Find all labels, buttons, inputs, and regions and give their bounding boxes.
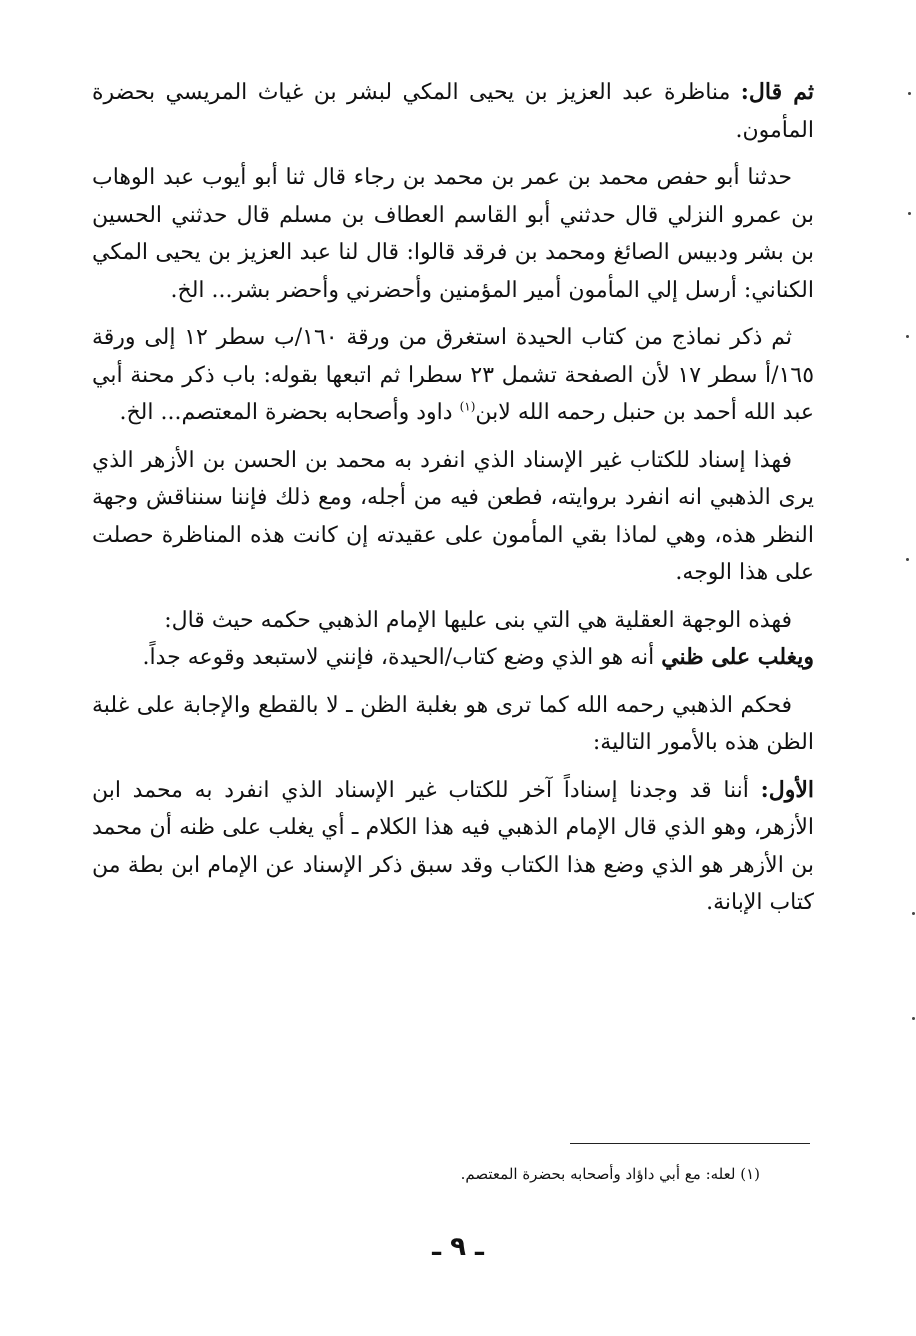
page-number: ـ ٩ ـ — [432, 1232, 484, 1262]
paragraph-text: فهذه الوجهة العقلية هي التي بنى عليها الإمام الذهبي حكمه حيث قال: — [164, 607, 792, 633]
footnote-marker: (١) — [459, 399, 476, 414]
paragraph-lead: ثم قال: — [740, 79, 814, 105]
footnote: (١) لعله: مع أبي داؤاد وأصحابه بحضرة المعتصم. — [460, 1165, 760, 1183]
scan-speck — [906, 335, 909, 338]
footnote-divider — [570, 1143, 810, 1144]
paragraph-7 — [92, 772, 814, 922]
paragraph-text: فهذا إسناد للكتاب غير الإسناد الذي انفرد به محمد بن الحسن بن الأزهر الذي يرى الذهبي انه انفرد بروايته، فطعن فيه من أجله، ومع ذلك فإننا سنناقش وجهة النظر هذه، وهي لماذا بقي المأمون على عقيدته إن كانت هذه المناظرة حصلت على هذا الوجه. — [92, 447, 814, 585]
paragraph-text-continued: داود وأصحابه بحضرة المعتصم... الخ. — [119, 400, 460, 425]
scan-speck — [912, 912, 915, 915]
paragraph-text-continued: أنه هو الذي وضع كتاب/الحيدة، فإنني لاستبعد وقوعه جداً. — [142, 645, 662, 670]
paragraph-lead: الأول: — [760, 776, 815, 803]
scan-speck — [908, 92, 911, 95]
paragraph-text: حدثنا أبو حفص محمد بن عمر بن محمد بن رجاء قال ثنا أبو أيوب عبد الوهاب بن عمرو النزلي قال حدثني أبو القاسم العطاف بن مسلم قال حدثني الحسين بن بشر ودبيس الصائغ ومحمد بن فرقد قالوا: قال لنا عبد العزيز بن يحيى المكي الكناني: أرسل إلي المأمون أمير المؤمنين وأحضرني وأحضر بشر... الخ. — [92, 165, 814, 303]
paragraph-text: مناظرة عبد العزيز بن يحيى المكي لبشر بن غياث المريسي بحضرة المأمون. — [92, 80, 814, 143]
main-text — [92, 74, 814, 932]
scan-speck — [912, 1017, 915, 1020]
paragraph-text: ثم ذكر نماذج من كتاب الحيدة استغرق من ورقة ١٦٠/ب سطر ١٢ إلى ورقة ١٦٥/أ سطر ١٧ لأن الصفحة تشمل ٢٣ سطرا ثم اتبعها بقوله: باب ذكر محنة أبي عبد الله أحمد بن حنبل رحمه الله لابن — [92, 325, 815, 425]
paragraph-4 — [92, 442, 814, 592]
scan-speck — [906, 558, 909, 561]
paragraph-6 — [92, 687, 814, 762]
paragraph-text: أننا قد وجدنا إسناداً آخر للكتاب غير الإسناد الذي انفرد به محمد ابن الأزهر، وهو الذي قال الإمام الذهبي فيه هذا الكلام ـ أي يغلب على ظنه أن محمد بن الأزهر هو الذي وضع هذا الكتاب وقد سبق ذكر الإسناد عن الإمام ابن بطة من كتاب الإبانة. — [92, 777, 814, 915]
paragraph-3 — [92, 319, 814, 432]
paragraph-5 — [92, 602, 814, 677]
paragraph-1 — [92, 74, 814, 149]
scan-speck — [908, 212, 911, 215]
paragraph-2 — [92, 159, 814, 309]
paragraph-text: فحكم الذهبي رحمه الله كما ترى هو بغلبة الظن ـ لا بالقطع والإجابة على غلبة الظن هذه بالأمور التالية: — [92, 692, 814, 755]
paragraph-bold-phrase: ويغلب على ظني — [661, 644, 814, 670]
